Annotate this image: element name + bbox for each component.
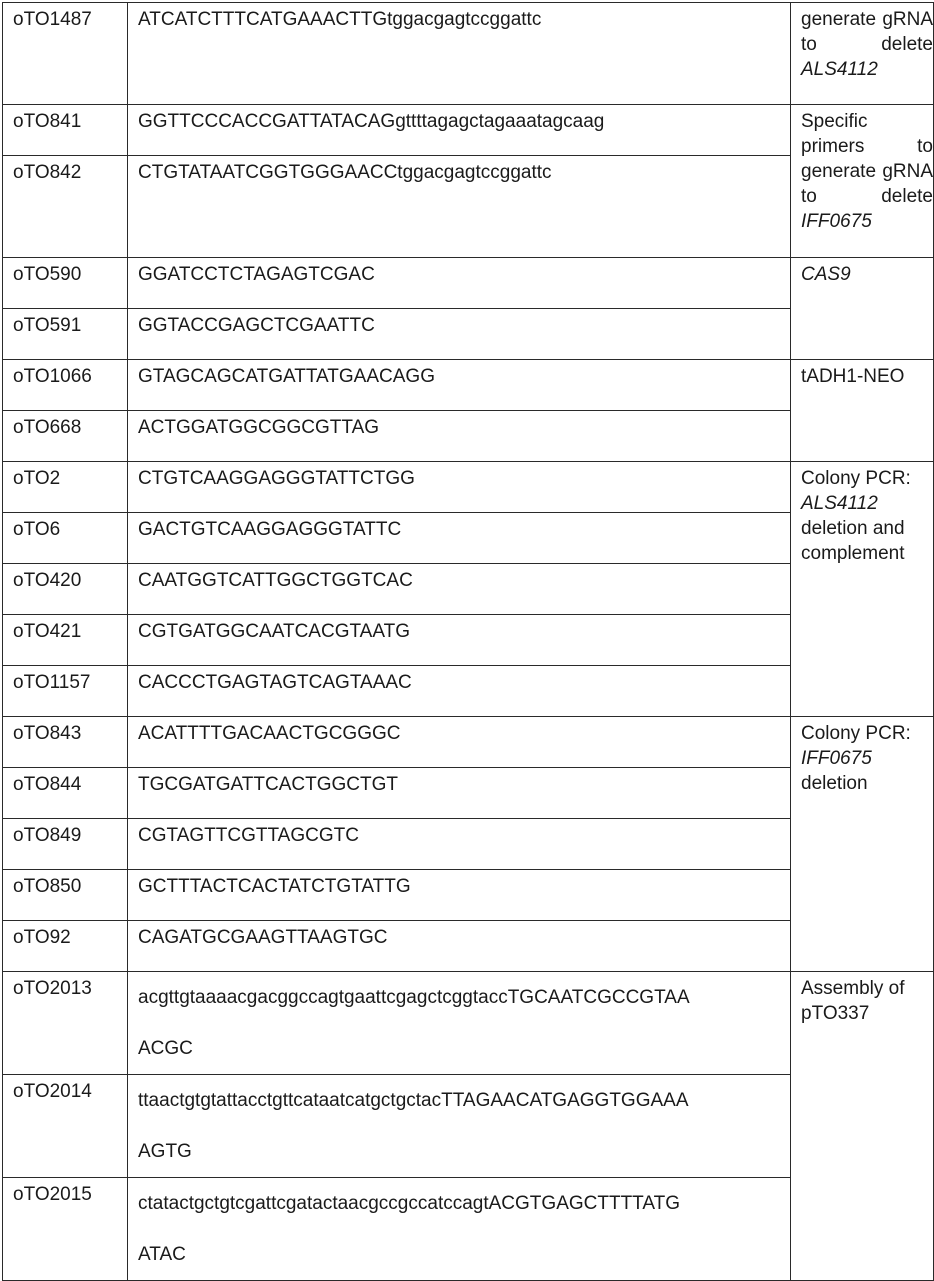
primer-id: oTO2015 [3,1178,128,1281]
primer-sequence: ACTGGATGGCGGCGTTAG [128,411,791,462]
primer-sequence: CACCCTGAGTAGTCAGTAAAC [128,666,791,717]
primer-id: oTO850 [3,870,128,921]
primer-purpose: tADH1-NEO [791,360,934,462]
sequence-line: AGTG [138,1141,192,1162]
primer-sequence: GACTGTCAAGGAGGGTATTC [128,513,791,564]
gene-name: CAS9 [801,264,851,285]
primer-id: oTO6 [3,513,128,564]
sequence-line: ctatactgctgtcgattcgatactaacgccgccatccagtACGTGAGCTTTTATG [138,1193,681,1214]
primer-id: oTO590 [3,258,128,309]
primer-table [2,2,934,1281]
primer-sequence [128,1178,791,1281]
primer-sequence: GCTTTACTCACTATCTGTATTG [128,870,791,921]
primer-purpose [791,258,934,360]
primer-id: oTO849 [3,819,128,870]
primer-id: oTO92 [3,921,128,972]
primer-id: oTO844 [3,768,128,819]
primer-id: oTO591 [3,309,128,360]
primer-sequence: CAATGGTCATTGGCTGGTCAC [128,564,791,615]
primer-sequence: GGTTCCCACCGATTATACAGgttttagagctagaaatagcaag [128,105,791,156]
primer-id: oTO668 [3,411,128,462]
primer-purpose: Assembly of pTO337 [791,972,934,1281]
primer-sequence: CTGTATAATCGGTGGGAACCtggacgagtccggattc [128,156,791,258]
table-row [3,717,934,768]
gene-name: ALS4112 [801,59,878,80]
primer-sequence: GGTACCGAGCTCGAATTC [128,309,791,360]
sequence-line: ttaactgtgtattacctgttcataatcatgctgctacTTAGAACATGAGGTGGAAA [138,1090,689,1111]
table-row [3,105,934,156]
primer-id: oTO1066 [3,360,128,411]
primer-id: oTO421 [3,615,128,666]
primer-sequence: ACATTTTGACAACTGCGGGC [128,717,791,768]
table-row [3,258,934,309]
purpose-text: Specific primers to generate gRNA to delete [801,111,933,207]
primer-purpose [791,717,934,972]
primer-sequence: CTGTCAAGGAGGGTATTCTGG [128,462,791,513]
primer-purpose [791,462,934,717]
sequence-line: ATAC [138,1244,186,1265]
primer-id: oTO841 [3,105,128,156]
gene-name: ALS4112 [801,493,878,514]
gene-name: IFF0675 [801,748,872,769]
table-row [3,360,934,411]
primer-sequence: ATCATCTTTCATGAAACTTGtggacgagtccggattc [128,3,791,105]
table-row [3,972,934,1075]
purpose-text: Colony PCR: [801,723,911,744]
primer-sequence [128,1075,791,1178]
gene-name: IFF0675 [801,211,872,232]
table-row [3,3,934,105]
sequence-line: ACGC [138,1038,193,1059]
primer-sequence: TGCGATGATTCACTGGCTGT [128,768,791,819]
primer-id: oTO2014 [3,1075,128,1178]
primer-id: oTO842 [3,156,128,258]
primer-purpose [791,3,934,105]
primer-id: oTO420 [3,564,128,615]
primer-id: oTO2 [3,462,128,513]
primer-sequence: GGATCCTCTAGAGTCGAC [128,258,791,309]
primer-sequence: CGTAGTTCGTTAGCGTC [128,819,791,870]
primer-id: oTO1157 [3,666,128,717]
primer-sequence: GTAGCAGCATGATTATGAACAGG [128,360,791,411]
primer-sequence [128,972,791,1075]
primer-sequence: CAGATGCGAAGTTAAGTGC [128,921,791,972]
purpose-text: generate gRNA to delete [801,9,933,55]
primer-id: oTO843 [3,717,128,768]
primer-id: oTO2013 [3,972,128,1075]
sequence-line: acgttgtaaaacgacggccagtgaattcgagctcggtaccTGCAATCGCCGTAA [138,987,690,1008]
primer-id: oTO1487 [3,3,128,105]
purpose-text: Colony PCR: [801,468,911,489]
table-row [3,462,934,513]
purpose-text: deletion and complement [801,518,905,564]
purpose-text: deletion [801,773,868,794]
primer-purpose [791,105,934,258]
primer-sequence: CGTGATGGCAATCACGTAATG [128,615,791,666]
